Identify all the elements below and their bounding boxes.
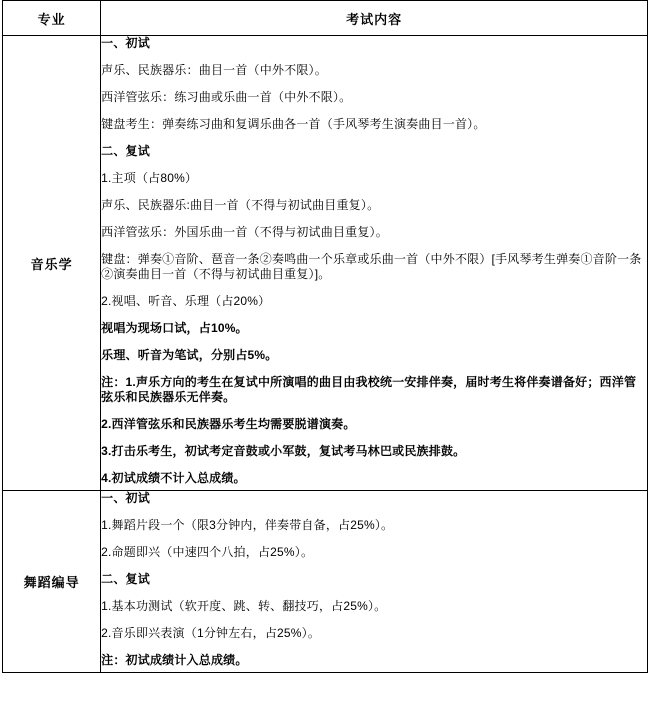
exam-content-music xyxy=(101,36,648,491)
content-line: 2.音乐即兴表演（1分钟左右，占25%）。 xyxy=(101,626,321,640)
content-line: 注：初试成绩计入总成绩。 xyxy=(101,653,248,667)
content-line: 2.西洋管弦乐和民族器乐考生均需要脱谱演奏。 xyxy=(101,417,356,431)
table-row xyxy=(3,491,648,673)
content-line: 1.基本功测试（软开度、跳、转、翻技巧，占25%）。 xyxy=(101,599,387,613)
content-line: 3.打击乐考生，初试考定音鼓或小军鼓，复试考马林巴或民族排鼓。 xyxy=(101,444,466,458)
table-header-row xyxy=(3,1,648,36)
content-line: 一、初试 xyxy=(101,36,150,50)
exam-content-dance xyxy=(101,491,648,673)
exam-table xyxy=(2,0,648,673)
content-line: 一、初试 xyxy=(101,491,150,505)
content-line: 乐理、听音为笔试，分别占5%。 xyxy=(101,348,278,362)
content-line: 2.命题即兴（中速四个八拍，占25%）。 xyxy=(101,545,314,559)
content-line: 西洋管弦乐：外国乐曲一首（不得与初试曲目重复）。 xyxy=(101,225,388,239)
content-line: 1.舞蹈片段一个（限3分钟内，伴奏带自备，占25%）。 xyxy=(101,518,394,532)
major-name-music: 音乐学 xyxy=(3,36,101,491)
content-line: 4.初试成绩不计入总成绩。 xyxy=(101,471,246,485)
content-line: 声乐、民族器乐：曲目一首（中外不限）。 xyxy=(101,63,327,77)
content-line: 1.主项（占80%） xyxy=(101,171,198,185)
content-line: 西洋管弦乐：练习曲或乐曲一首（中外不限）。 xyxy=(101,90,352,104)
major-name-dance: 舞蹈编导 xyxy=(3,491,101,673)
content-line: 注：1.声乐方向的考生在复试中所演唱的曲目由我校统一安排伴奏，届时考生将伴奏谱备好；西洋管弦乐和民族器乐无伴奏。 xyxy=(101,375,637,404)
column-header-major: 专业 xyxy=(3,1,101,36)
content-line: 二、复试 xyxy=(101,144,150,158)
table-body xyxy=(3,36,648,673)
table-row xyxy=(3,36,648,491)
content-line: 2.视唱、听音、乐理（占20%） xyxy=(101,294,271,308)
content-line: 二、复试 xyxy=(101,572,150,586)
table-header xyxy=(3,1,648,36)
content-line: 键盘：弹奏①音阶、琶音一条②奏鸣曲一个乐章或乐曲一首（中外不限）[手风琴考生弹奏①音阶一条②演奏曲目一首（不得与初试曲目重复）]。 xyxy=(101,252,642,281)
content-line: 键盘考生：弹奏练习曲和复调乐曲各一首（手风琴考生演奏曲目一首）。 xyxy=(101,117,486,131)
content-line: 视唱为现场口试，占10%。 xyxy=(101,321,248,335)
content-line: 声乐、民族器乐:曲目一首（不得与初试曲目重复）。 xyxy=(101,198,380,212)
column-header-content: 考试内容 xyxy=(101,1,648,36)
